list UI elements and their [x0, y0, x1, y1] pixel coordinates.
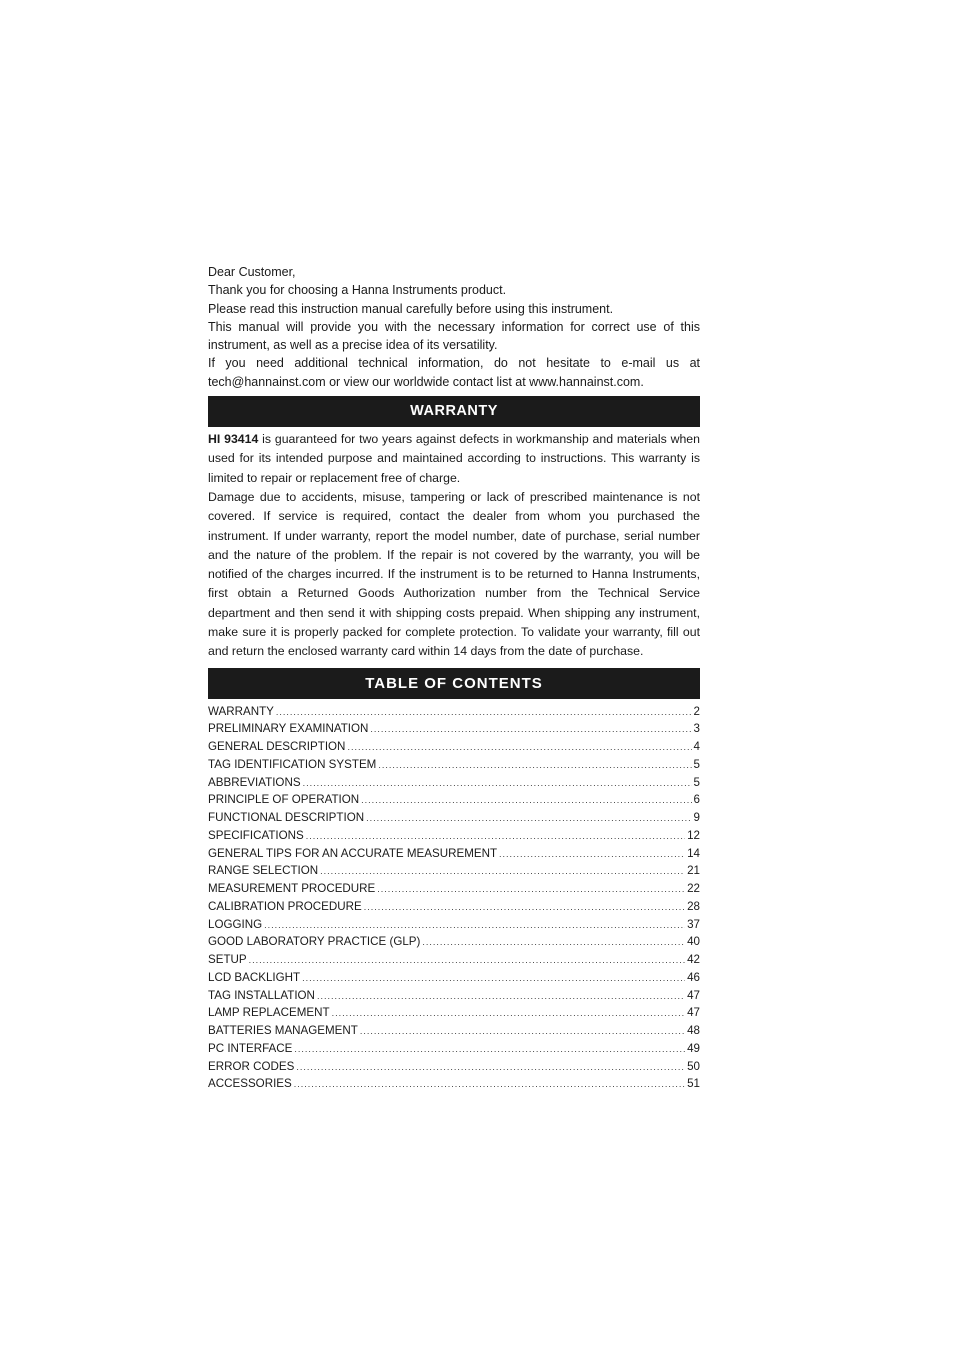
- toc-leader-dots: [422, 934, 685, 952]
- toc-entry-label: ABBREVIATIONS: [208, 775, 301, 789]
- toc-entry-page: 2: [693, 704, 700, 718]
- toc-entry-label: PRINCIPLE OF OPERATION: [208, 793, 360, 807]
- intro-thanks: Thank you for choosing a Hanna Instruments product.: [208, 283, 507, 298]
- toc-entry[interactable]: [208, 738, 700, 756]
- intro-letter: [208, 263, 700, 391]
- toc-entry[interactable]: [208, 1040, 700, 1058]
- toc-entry-label: ERROR CODES: [208, 1059, 295, 1073]
- toc-entry-label: SETUP: [208, 953, 247, 967]
- intro-greeting: Dear Customer,: [208, 265, 296, 279]
- toc-entry-label: GENERAL TIPS FOR AN ACCURATE MEASUREMENT: [208, 846, 498, 860]
- toc-entry[interactable]: [208, 1022, 700, 1040]
- toc-entry-label: LOGGING: [208, 917, 263, 931]
- toc-entry-label: CALIBRATION PROCEDURE: [208, 899, 362, 913]
- toc-entry-label: GENERAL DESCRIPTION: [208, 740, 346, 754]
- toc-entry[interactable]: [208, 720, 700, 738]
- toc-entry-page: 47: [687, 988, 700, 1002]
- warranty-paragraph-1-text: is guaranteed for two years against defects in workmanship and materials when used for its intended purpose and maintained according to instructions. This warranty is limited to repair or replacement free of charge.: [208, 432, 700, 485]
- toc-leader-dots: [264, 917, 685, 935]
- toc-entry-page: 5: [693, 775, 700, 789]
- warranty-paragraph-1: [208, 430, 700, 488]
- toc-entry[interactable]: [208, 1004, 700, 1022]
- toc-entry-label: ACCESSORIES: [208, 1077, 292, 1091]
- intro-contact-info: If you need additional technical information, do not hesitate to e-mail us at tech@hannainst.com or view our worldwide contact list at www.hannainst.com.: [208, 356, 700, 389]
- toc-entry[interactable]: [208, 916, 700, 934]
- toc-entry[interactable]: [208, 809, 700, 827]
- intro-read-manual: Please read this instruction manual carefully before using this instrument.: [208, 301, 614, 316]
- toc-heading: TABLE OF CONTENTS: [208, 668, 700, 699]
- toc-entry-page: 42: [687, 953, 700, 967]
- toc-leader-dots: [366, 810, 691, 828]
- toc-entry[interactable]: [208, 969, 700, 987]
- toc-leader-dots: [276, 704, 692, 722]
- toc-entry-page: 12: [687, 828, 700, 842]
- toc-entry[interactable]: [208, 791, 700, 809]
- toc-entry-label: TAG INSTALLATION: [208, 988, 315, 1002]
- toc-entry[interactable]: [208, 987, 700, 1005]
- toc-entry-page: 14: [687, 846, 700, 860]
- toc-entry-page: 37: [687, 917, 700, 931]
- toc-entry[interactable]: [208, 880, 700, 898]
- toc-entry-page: 49: [687, 1041, 700, 1055]
- toc-entry-label: TAG IDENTIFICATION SYSTEM: [208, 757, 377, 771]
- toc-leader-dots: [370, 721, 691, 739]
- toc-entry-page: 46: [687, 970, 700, 984]
- toc-entry[interactable]: [208, 1058, 700, 1076]
- toc-entry[interactable]: [208, 898, 700, 916]
- toc-leader-dots: [249, 952, 685, 970]
- toc-leader-dots: [294, 1076, 685, 1094]
- toc-entry-page: 4: [693, 740, 700, 754]
- toc-entry-label: GOOD LABORATORY PRACTICE (GLP): [208, 935, 421, 949]
- warranty-text: [208, 430, 700, 662]
- warranty-heading: WARRANTY: [208, 396, 700, 427]
- toc-entry[interactable]: [208, 756, 700, 774]
- toc-entry-page: 47: [687, 1006, 700, 1020]
- toc-entry-page: 50: [687, 1059, 700, 1073]
- toc-entry-label: LAMP REPLACEMENT: [208, 1006, 330, 1020]
- toc-entry-page: 9: [693, 811, 700, 825]
- toc-entry-label: WARRANTY: [208, 704, 274, 718]
- toc-entry[interactable]: [208, 862, 700, 880]
- toc-entry-page: 51: [687, 1077, 700, 1091]
- toc-leader-dots: [320, 863, 685, 881]
- toc-entry[interactable]: [208, 933, 700, 951]
- toc-leader-dots: [361, 792, 691, 810]
- toc-entry-label: FUNCTIONAL DESCRIPTION: [208, 811, 365, 825]
- toc-entry-page: 21: [687, 864, 700, 878]
- warranty-paragraph-2: Damage due to accidents, misuse, tampering or lack of prescribed maintenance is not covered. If service is required, contact the dealer from whom you purchased the instrument. If under warranty, report the model number, date of purchase, serial number and the nature of the problem. If the repair is not covered by the warranty, you will be notified of the charges incurred. If the instrument is to be returned to Hanna Instruments, first obtain a Returned Goods Authorization number from the Technical Service department and then send it with shipping costs prepaid. When shipping any instrument, make sure it is properly packed for complete protection. To validate your warranty, fill out and return the enclosed warranty card within 14 days from the date of purchase.: [208, 489, 700, 659]
- toc-entry[interactable]: [208, 1075, 700, 1093]
- toc-entry-label: LCD BACKLIGHT: [208, 970, 301, 984]
- toc-leader-dots: [499, 846, 685, 864]
- toc-entry-label: PC INTERFACE: [208, 1041, 293, 1055]
- toc-entry-label: RANGE SELECTION: [208, 864, 319, 878]
- toc-entry[interactable]: [208, 845, 700, 863]
- toc-leader-dots: [294, 1041, 685, 1059]
- toc-entry-page: 48: [687, 1024, 700, 1038]
- toc-leader-dots: [347, 739, 691, 757]
- toc-list: [208, 703, 700, 1094]
- toc-entry-label: MEASUREMENT PROCEDURE: [208, 882, 376, 896]
- toc-leader-dots: [296, 1059, 685, 1077]
- toc-leader-dots: [378, 757, 691, 775]
- toc-entry-page: 6: [693, 793, 700, 807]
- toc-leader-dots: [306, 828, 685, 846]
- toc-leader-dots: [332, 1005, 686, 1023]
- toc-entry[interactable]: [208, 951, 700, 969]
- toc-entry-page: 5: [693, 757, 700, 771]
- toc-entry-page: 40: [687, 935, 700, 949]
- toc-entry[interactable]: [208, 774, 700, 792]
- model-number: HI 93414: [208, 432, 259, 447]
- toc-entry-label: SPECIFICATIONS: [208, 828, 304, 842]
- toc-entry-label: PRELIMINARY EXAMINATION: [208, 722, 369, 736]
- toc-leader-dots: [364, 899, 685, 917]
- toc-entry-page: 28: [687, 899, 700, 913]
- toc-entry-page: 22: [687, 882, 700, 896]
- toc-leader-dots: [377, 881, 685, 899]
- toc-leader-dots: [360, 1023, 685, 1041]
- toc-entry-page: 3: [693, 722, 700, 736]
- toc-leader-dots: [303, 775, 692, 793]
- manual-page: [208, 263, 700, 1093]
- toc-entry[interactable]: [208, 703, 700, 721]
- toc-entry[interactable]: [208, 827, 700, 845]
- toc-leader-dots: [302, 970, 685, 988]
- toc-leader-dots: [317, 988, 685, 1006]
- intro-manual-purpose: This manual will provide you with the necessary information for correct use of this instrument, as well as a precise idea of its versatility.: [208, 319, 700, 353]
- toc-entry-label: BATTERIES MANAGEMENT: [208, 1024, 358, 1038]
